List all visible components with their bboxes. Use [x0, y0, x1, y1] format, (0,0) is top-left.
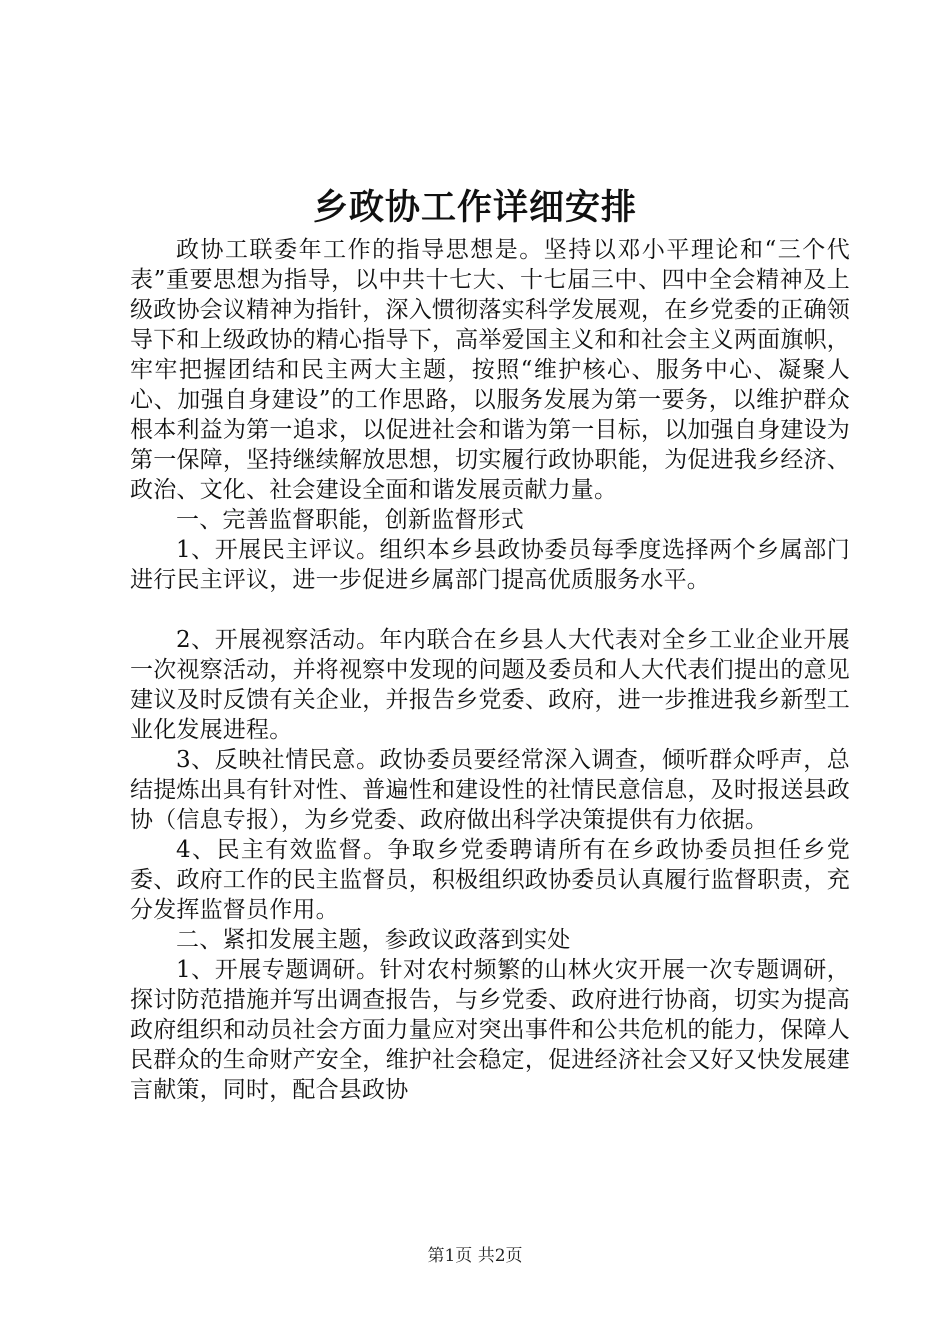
page-number-footer: 第1页 共2页 — [427, 1246, 523, 1266]
document-body — [130, 235, 850, 1105]
section-heading-development: 二、紧扣发展主题，参政议政落到实处 — [176, 927, 571, 953]
paragraph-special-research: 1、开展专题调研。针对农村频繁的山林火灾开展一次专题调研，探讨防范措施并写出调查报告，与乡党委、政府进行协商，切实为提高政府组织和动员社会方面力量应对突出事件和公共危机的能力，保障人民群众的生命财产安全，维护社会稳定，促进经济社会又好又快发展建言献策，同时，配合县政协 — [130, 957, 850, 1103]
paragraph-democratic-review: 1、开展民主评议。组织本乡县政协委员每季度选择两个乡属部门进行民主评议，进一步促进乡属部门提高优质服务水平。 — [130, 537, 850, 593]
paragraph-inspection-activity: 2、开展视察活动。年内联合在乡县人大代表对全乡工业企业开展一次视察活动，并将视察中发现的问题及委员和人大代表们提出的意见建议及时反馈有关企业，并报告乡党委、政府，进一步推进我乡新型工业化发展进程。 — [130, 627, 850, 743]
paragraph-guiding-ideology: 政协工联委年工作的指导思想是。坚持以邓小平理论和“三个代表”重要思想为指导，以中共十七大、十七届三中、四中全会精神及上级政协会议精神为指针，深入惯彻落实科学发展观，在乡党委的正确领导下和上级政协的精心指导下，高举爱国主义和和社会主义两面旗帜，牢牢把握团结和民主两大主题，按照“维护核心、服务中心、凝聚人心、加强自身建设”的工作思路，以服务发展为第一要务，以维护群众根本利益为第一追求，以促进社会和谐为第一目标，以加强自身建设为第一保障，坚持继续解放思想，切实履行政协职能，为促进我乡经济、政治、文化、社会建设全面和谐发展贡献力量。 — [130, 237, 850, 503]
document-title: 乡政协工作详细安排 — [312, 187, 637, 228]
paragraph-effective-supervision: 4、民主有效监督。争取乡党委聘请所有在乡政协委员担任乡党委、政府工作的民主监督员，积极组织政协委员认真履行监督职责，充分发挥监督员作用。 — [130, 837, 850, 923]
section-heading-supervision: 一、完善监督职能，创新监督形式 — [176, 507, 524, 533]
paragraph-public-opinion: 3、反映社情民意。政协委员要经常深入调查，倾听群众呼声，总结提炼出具有针对性、普遍性和建设性的社情民意信息，及时报送县政协（信息专报），为乡党委、政府做出科学决策提供有力依据。 — [130, 747, 850, 833]
